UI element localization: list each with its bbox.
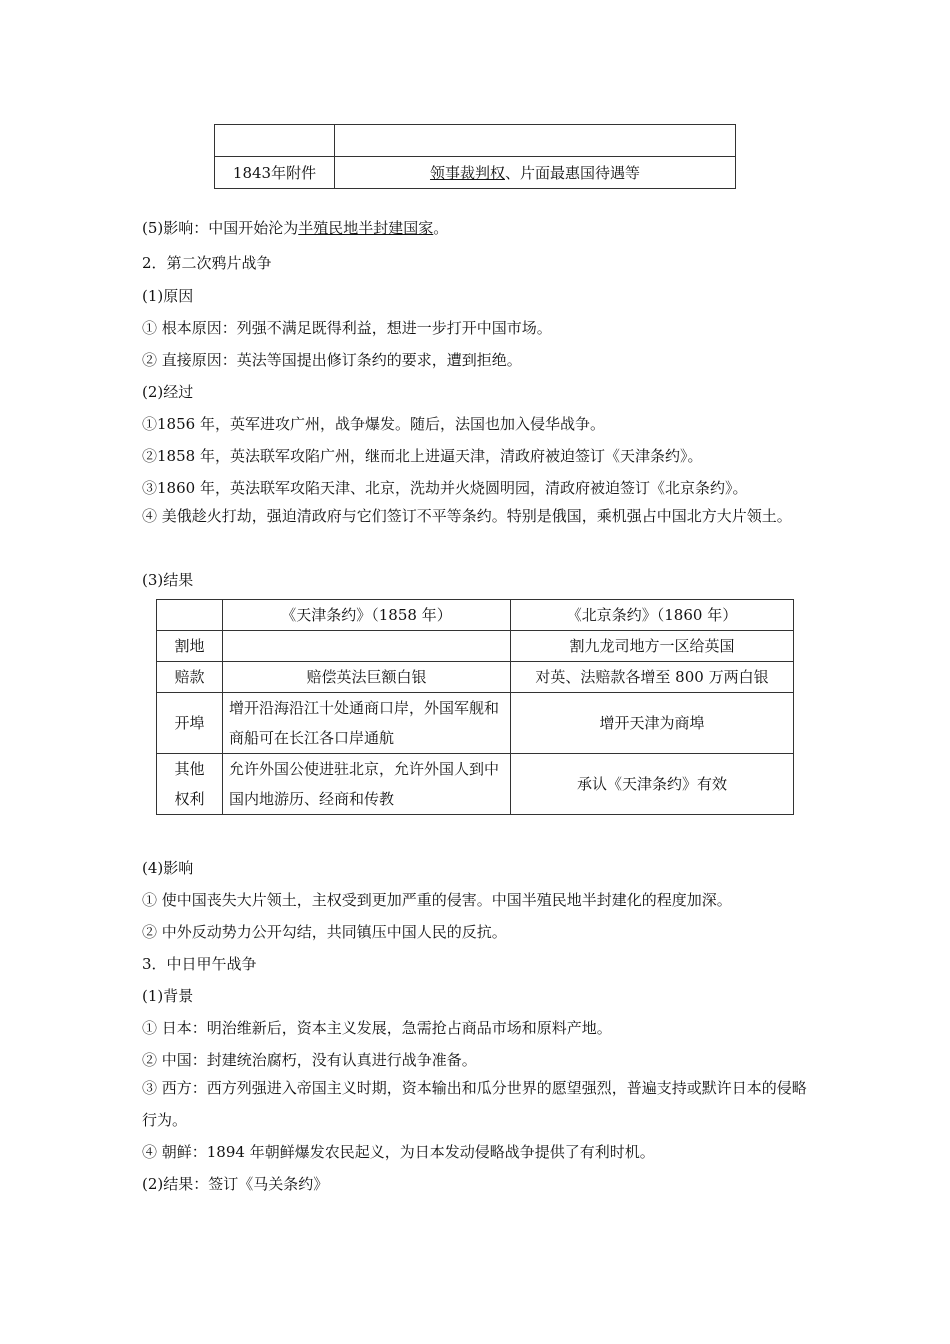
cell-text: 、片面最惠国待遇等 <box>505 163 641 182</box>
table-row <box>215 125 736 157</box>
paragraph: ④ 朝鲜：1894 年朝鲜爆发农民起义，为日本发动侵略战争提供了有利时机。 <box>142 1143 655 1161</box>
table-header-cell: 《天津条约》（1858 年） <box>223 600 511 631</box>
table-row <box>215 157 736 189</box>
paragraph: ③ 西方：西方列强进入帝国主义时期，资本输出和瓜分世界的愿望强烈，普遍支持或默许日本的侵略行为。 <box>142 1079 807 1129</box>
subheading: (2)结果：签订《马关条约》 <box>142 1175 329 1193</box>
paragraph: ③1860 年，英法联军攻陷天津、北京，洗劫并火烧圆明园，清政府被迫签订《北京条约》。 <box>142 479 748 497</box>
table-header-cell: 《北京条约》（1860 年） <box>511 600 794 631</box>
table-row <box>157 631 794 662</box>
table-cell: 增开天津为商埠 <box>511 693 794 754</box>
effect-line <box>142 216 448 240</box>
paragraph: ② 中外反动势力公开勾结，共同镇压中国人民的反抗。 <box>142 923 507 941</box>
table-cell: 割九龙司地方一区给英国 <box>511 631 794 662</box>
effect-suffix: 。 <box>433 219 449 237</box>
row-label <box>157 754 223 815</box>
paragraph: ① 使中国丧失大片领土，主权受到更加严重的侵害。中国半殖民地半封建化的程度加深。 <box>142 891 732 909</box>
subheading: (1)背景 <box>142 987 194 1005</box>
table-cell <box>335 125 736 157</box>
table-cell: 承认《天津条约》有效 <box>511 754 794 815</box>
paragraph: ①1856 年，英军进攻广州，战争爆发。随后，法国也加入侵华战争。 <box>142 415 605 433</box>
row-label: 赔款 <box>157 662 223 693</box>
table-row <box>157 693 794 754</box>
row-label: 割地 <box>157 631 223 662</box>
underlined-term: 半殖民地半封建国家 <box>298 219 434 237</box>
paragraph: ① 根本原因：列强不满足既得利益，想进一步打开中国市场。 <box>142 319 552 337</box>
table-cell: 增开沿海沿江十处通商口岸，外国军舰和商船可在长江各口岸通航 <box>223 693 511 754</box>
section-title: 3．中日甲午战争 <box>142 955 257 973</box>
treaty-comparison-table <box>156 599 794 815</box>
row-label: 开埠 <box>157 693 223 754</box>
table-cell: 允许外国公使进驻北京，允许外国人到中国内地游历、经商和传教 <box>223 754 511 815</box>
subheading: (1)原因 <box>142 287 194 305</box>
section-title: 2．第二次鸦片战争 <box>142 254 272 272</box>
table-cell <box>335 157 736 189</box>
table-cell: 1843年附件 <box>215 157 335 189</box>
paragraph: ②1858 年，英法联军攻陷广州，继而北上进逼天津，清政府被迫签订《天津条约》。 <box>142 447 703 465</box>
underlined-term: 领事裁判权 <box>429 163 505 182</box>
label-line: 权利 <box>174 790 205 808</box>
treaty-appendix-table <box>214 124 736 189</box>
table-header-row <box>157 600 794 631</box>
table-cell: 赔偿英法巨额白银 <box>223 662 511 693</box>
table-row <box>157 754 794 815</box>
effect-prefix: (5)影响：中国开始沦为 <box>142 219 299 237</box>
paragraph: ② 中国：封建统治腐朽，没有认真进行战争准备。 <box>142 1051 477 1069</box>
paragraph: ② 直接原因：英法等国提出修订条约的要求，遭到拒绝。 <box>142 351 522 369</box>
paragraph: ① 日本：明治维新后，资本主义发展，急需抢占商品市场和原料产地。 <box>142 1019 612 1037</box>
table-cell <box>223 631 511 662</box>
table-header-cell <box>157 600 223 631</box>
table-cell: 对英、法赔款各增至 800 万两白银 <box>511 662 794 693</box>
table-cell <box>215 125 335 157</box>
subheading: (4)影响 <box>142 859 194 877</box>
label-line: 其他 <box>174 760 205 778</box>
subheading: (2)经过 <box>142 383 194 401</box>
subheading: (3)结果 <box>142 571 194 589</box>
paragraph: ④ 美俄趁火打劫，强迫清政府与它们签订不平等条约。特别是俄国，乘机强占中国北方大片领土。 <box>142 507 792 525</box>
table-row <box>157 662 794 693</box>
